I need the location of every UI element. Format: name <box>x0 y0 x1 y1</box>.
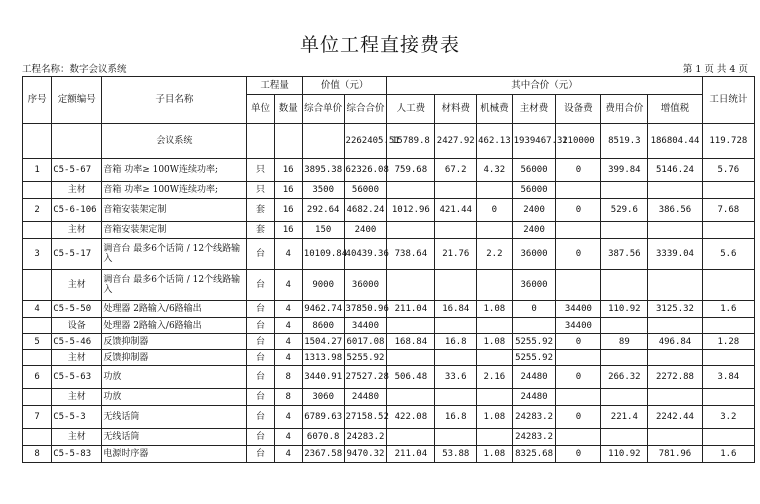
cell-equipment <box>556 270 601 301</box>
cell-workday <box>702 182 754 199</box>
summary-equipment: 110000 <box>556 124 601 159</box>
cell-seq: 6 <box>23 366 52 389</box>
cell-machine <box>477 350 512 366</box>
cell-fee-total: 387.56 <box>601 239 648 270</box>
summary-machine: 462.13 <box>477 124 512 159</box>
cell-equipment: 0 <box>556 159 601 182</box>
cell-main-material: 5255.92 <box>512 350 556 366</box>
cell-name: 音箱 功率≥ 100W连续功率; <box>102 182 247 199</box>
cell-code: C5-5-17 <box>52 239 102 270</box>
cell-qty: 4 <box>274 270 302 301</box>
cell-unit: 台 <box>247 389 274 406</box>
cell-code: 主材 <box>52 350 102 366</box>
cell-unit-price: 3060 <box>302 389 344 406</box>
cell-workday: 3.2 <box>702 406 754 429</box>
cell-qty: 4 <box>274 318 302 334</box>
cell-unit: 只 <box>247 182 274 199</box>
cell-workday: 1.28 <box>702 334 754 350</box>
cell-name: 音箱安装架定制 <box>102 199 247 222</box>
cell-seq: 4 <box>23 301 52 318</box>
cell-code: 主材 <box>52 429 102 446</box>
cell-main-material: 2400 <box>512 199 556 222</box>
summary-material: 2427.92 <box>435 124 477 159</box>
cell-vat <box>648 389 702 406</box>
cell-equipment: 0 <box>556 199 601 222</box>
header-seq: 序号 <box>23 77 52 124</box>
cell-equipment: 0 <box>556 239 601 270</box>
cell-vat <box>648 350 702 366</box>
cell-machine <box>477 318 512 334</box>
summary-fee-total: 8519.3 <box>601 124 648 159</box>
header-machine: 机械费 <box>477 95 512 124</box>
report-title: 单位工程直接费表 <box>299 34 460 56</box>
cell-main-material: 24283.2 <box>512 429 556 446</box>
cell-vat: 2242.44 <box>648 406 702 429</box>
header-qty-group: 工程量 <box>247 77 302 95</box>
cell-equipment <box>556 182 601 199</box>
cell-total-price: 9470.32 <box>344 446 387 463</box>
cell-name: 处理器 2路输入/6路输出 <box>102 301 247 318</box>
cell-labor: 1012.96 <box>387 199 435 222</box>
cell-seq: 2 <box>23 199 52 222</box>
cell-name: 音箱 功率≥ 100W连续功率; <box>102 159 247 182</box>
cell-main-material: 5255.92 <box>512 334 556 350</box>
cell-code: C5-5-83 <box>52 446 102 463</box>
cell-equipment <box>556 222 601 239</box>
cell-qty: 16 <box>274 182 302 199</box>
cell-code: 设备 <box>52 318 102 334</box>
cell-material <box>435 270 477 301</box>
cell-main-material: 24480 <box>512 389 556 406</box>
cell-code: C5-5-3 <box>52 406 102 429</box>
table-row <box>23 199 755 222</box>
cell-name: 无线话筒 <box>102 406 247 429</box>
cell-main-material: 0 <box>512 301 556 318</box>
cell-vat: 5146.24 <box>648 159 702 182</box>
cell-code: C5-5-50 <box>52 301 102 318</box>
cell-name: 音箱安装架定制 <box>102 222 247 239</box>
cell-unit-price: 8600 <box>302 318 344 334</box>
cell-unit: 台 <box>247 239 274 270</box>
cell-machine <box>477 429 512 446</box>
cell-labor: 759.68 <box>387 159 435 182</box>
cell-seq <box>23 222 52 239</box>
cell-material: 16.8 <box>435 334 477 350</box>
header-name: 子目名称 <box>102 77 247 124</box>
cell-unit: 台 <box>247 406 274 429</box>
table-row <box>23 318 755 334</box>
cell-qty: 8 <box>274 389 302 406</box>
cell-vat: 496.84 <box>648 334 702 350</box>
cell-unit-price: 3500 <box>302 182 344 199</box>
cell-labor <box>387 318 435 334</box>
cell-qty: 16 <box>274 199 302 222</box>
cell-unit-price: 2367.58 <box>302 446 344 463</box>
cell-qty: 4 <box>274 301 302 318</box>
header-main-material: 主材费 <box>512 95 556 124</box>
table-row <box>23 182 755 199</box>
cell-unit-price: 292.64 <box>302 199 344 222</box>
summary-main-material: 1939467.32 <box>512 124 556 159</box>
cell-total-price: 2400 <box>344 222 387 239</box>
cell-total-price: 56000 <box>344 182 387 199</box>
cell-name: 功放 <box>102 389 247 406</box>
cell-vat: 2272.88 <box>648 366 702 389</box>
cell-labor <box>387 350 435 366</box>
cell-unit: 套 <box>247 199 274 222</box>
cell-material <box>435 318 477 334</box>
summary-row <box>23 124 755 159</box>
cell-labor: 168.84 <box>387 334 435 350</box>
cell-qty: 16 <box>274 159 302 182</box>
cell-unit-price: 150 <box>302 222 344 239</box>
cell-qty: 4 <box>274 429 302 446</box>
cell-vat <box>648 182 702 199</box>
cell-unit-price: 3895.38 <box>302 159 344 182</box>
cell-unit: 台 <box>247 270 274 301</box>
cell-code: 主材 <box>52 182 102 199</box>
cell-qty: 4 <box>274 406 302 429</box>
cell-machine: 0 <box>477 199 512 222</box>
cell-seq <box>23 389 52 406</box>
cell-qty: 4 <box>274 350 302 366</box>
cell-code: C5-6-106 <box>52 199 102 222</box>
summary-total-price: 2262405.51 <box>344 124 387 159</box>
header-workday: 工日统计 <box>702 77 754 124</box>
table-row <box>23 159 755 182</box>
cell-fee-total: 221.4 <box>601 406 648 429</box>
cell-unit: 台 <box>247 301 274 318</box>
header-unit: 单位 <box>247 95 274 124</box>
cell-total-price: 27158.52 <box>344 406 387 429</box>
cell-seq: 8 <box>23 446 52 463</box>
cell-machine <box>477 182 512 199</box>
cell-main-material: 56000 <box>512 182 556 199</box>
cell-workday <box>702 318 754 334</box>
cell-name: 调音台 最多6个话筒 / 12个线路输入 <box>102 270 247 301</box>
cell-equipment: 0 <box>556 406 601 429</box>
cell-code: C5-5-67 <box>52 159 102 182</box>
cell-fee-total: 399.84 <box>601 159 648 182</box>
header-fee-total: 费用合价 <box>601 95 648 124</box>
cell-total-price: 24480 <box>344 389 387 406</box>
cell-fee-total: 110.92 <box>601 301 648 318</box>
cell-code: 主材 <box>52 389 102 406</box>
cell-fee-total <box>601 429 648 446</box>
cell-unit: 台 <box>247 318 274 334</box>
table-row <box>23 406 755 429</box>
cell-total-price: 36000 <box>344 270 387 301</box>
cell-qty: 4 <box>274 239 302 270</box>
cell-vat: 3125.32 <box>648 301 702 318</box>
cell-labor: 506.48 <box>387 366 435 389</box>
cell-unit: 套 <box>247 222 274 239</box>
cell-total-price: 62326.08 <box>344 159 387 182</box>
table-row <box>23 389 755 406</box>
cell-fee-total: 110.92 <box>601 446 648 463</box>
cell-machine <box>477 389 512 406</box>
cell-fee-total <box>601 182 648 199</box>
cell-seq <box>23 350 52 366</box>
cell-workday <box>702 429 754 446</box>
header-value-group: 价值（元） <box>302 77 387 95</box>
cell-material: 16.84 <box>435 301 477 318</box>
cell-unit-price: 3440.91 <box>302 366 344 389</box>
cell-total-price: 6017.08 <box>344 334 387 350</box>
cell-material <box>435 350 477 366</box>
cell-qty: 8 <box>274 366 302 389</box>
cell-machine: 1.08 <box>477 334 512 350</box>
cell-unit-price: 10109.84 <box>302 239 344 270</box>
table-row <box>23 334 755 350</box>
cell-unit: 台 <box>247 350 274 366</box>
cell-equipment: 0 <box>556 366 601 389</box>
cell-total-price: 27527.28 <box>344 366 387 389</box>
cell-code: C5-5-46 <box>52 334 102 350</box>
cell-machine: 1.08 <box>477 446 512 463</box>
header-labor: 人工费 <box>387 95 435 124</box>
cell-labor <box>387 222 435 239</box>
cell-workday: 3.84 <box>702 366 754 389</box>
cell-main-material: 2400 <box>512 222 556 239</box>
cell-seq: 1 <box>23 159 52 182</box>
cell-unit: 只 <box>247 159 274 182</box>
cell-labor <box>387 182 435 199</box>
cell-name: 无线话筒 <box>102 429 247 446</box>
cell-material <box>435 182 477 199</box>
cell-unit: 台 <box>247 446 274 463</box>
cell-workday: 7.68 <box>702 199 754 222</box>
cell-seq <box>23 318 52 334</box>
cell-machine: 4.32 <box>477 159 512 182</box>
cell-seq: 3 <box>23 239 52 270</box>
cell-name: 电源时序器 <box>102 446 247 463</box>
cell-total-price: 24283.2 <box>344 429 387 446</box>
cell-unit-price: 6789.63 <box>302 406 344 429</box>
cell-main-material: 56000 <box>512 159 556 182</box>
cell-seq: 7 <box>23 406 52 429</box>
cell-labor <box>387 270 435 301</box>
table-row <box>23 446 755 463</box>
header-equipment: 设备费 <box>556 95 601 124</box>
cell-equipment: 0 <box>556 334 601 350</box>
cell-labor: 211.04 <box>387 446 435 463</box>
cell-fee-total <box>601 270 648 301</box>
cell-workday: 1.6 <box>702 446 754 463</box>
cell-total-price: 40439.36 <box>344 239 387 270</box>
header-unit-price: 综合单价 <box>302 95 344 124</box>
cell-material: 33.6 <box>435 366 477 389</box>
summary-vat: 186804.44 <box>648 124 702 159</box>
cell-fee-total: 89 <box>601 334 648 350</box>
cell-unit-price: 1313.98 <box>302 350 344 366</box>
cell-qty: 16 <box>274 222 302 239</box>
header-vat: 增值税 <box>648 95 702 124</box>
cell-code: C5-5-63 <box>52 366 102 389</box>
cell-vat <box>648 222 702 239</box>
header-material: 材料费 <box>435 95 477 124</box>
cell-fee-total <box>601 350 648 366</box>
cell-fee-total: 529.6 <box>601 199 648 222</box>
table-row <box>23 301 755 318</box>
cell-vat <box>648 429 702 446</box>
cell-total-price: 34400 <box>344 318 387 334</box>
cell-machine: 2.2 <box>477 239 512 270</box>
cell-fee-total: 266.32 <box>601 366 648 389</box>
header-code: 定额编号 <box>52 77 102 124</box>
cell-seq <box>23 270 52 301</box>
cell-main-material: 24283.2 <box>512 406 556 429</box>
cell-workday: 5.76 <box>702 159 754 182</box>
cell-machine: 1.08 <box>477 406 512 429</box>
direct-cost-table <box>22 76 755 463</box>
cell-main-material: 24480 <box>512 366 556 389</box>
cell-fee-total <box>601 389 648 406</box>
table-row <box>23 239 755 270</box>
cell-equipment: 0 <box>556 446 601 463</box>
summary-workday: 119.728 <box>702 124 754 159</box>
cell-workday <box>702 222 754 239</box>
cell-unit: 台 <box>247 429 274 446</box>
cell-vat <box>648 318 702 334</box>
cell-workday: 1.6 <box>702 301 754 318</box>
cell-material <box>435 222 477 239</box>
cell-equipment: 34400 <box>556 301 601 318</box>
summary-labor: 15789.8 <box>387 124 435 159</box>
cell-unit: 台 <box>247 334 274 350</box>
cell-name: 反馈抑制器 <box>102 350 247 366</box>
cell-equipment: 34400 <box>556 318 601 334</box>
project-name: 工程名称：数字会议系统 <box>22 64 127 75</box>
cell-code: 主材 <box>52 270 102 301</box>
header-total-price: 综合合价 <box>344 95 387 124</box>
cell-workday <box>702 389 754 406</box>
table-row <box>23 270 755 301</box>
cell-labor <box>387 389 435 406</box>
cell-fee-total <box>601 318 648 334</box>
table-row <box>23 366 755 389</box>
cell-unit: 台 <box>247 366 274 389</box>
cell-equipment <box>556 429 601 446</box>
page-info: 第 1 页 共 4 页 <box>682 64 748 75</box>
table-row <box>23 350 755 366</box>
cell-qty: 4 <box>274 334 302 350</box>
cell-workday: 5.6 <box>702 239 754 270</box>
cell-unit-price: 9462.74 <box>302 301 344 318</box>
cell-name: 处理器 2路输入/6路输出 <box>102 318 247 334</box>
cell-labor: 422.08 <box>387 406 435 429</box>
cell-fee-total <box>601 222 648 239</box>
cell-unit-price: 6070.8 <box>302 429 344 446</box>
cell-workday <box>702 350 754 366</box>
cell-qty: 4 <box>274 446 302 463</box>
cell-labor: 738.64 <box>387 239 435 270</box>
cell-seq <box>23 429 52 446</box>
cell-seq: 5 <box>23 334 52 350</box>
cell-main-material <box>512 318 556 334</box>
cell-total-price: 37850.96 <box>344 301 387 318</box>
cell-workday <box>702 270 754 301</box>
cell-material: 67.2 <box>435 159 477 182</box>
cell-total-price: 5255.92 <box>344 350 387 366</box>
cell-machine: 1.08 <box>477 301 512 318</box>
cell-code: 主材 <box>52 222 102 239</box>
cell-vat <box>648 270 702 301</box>
cell-machine: 2.16 <box>477 366 512 389</box>
cell-material: 21.76 <box>435 239 477 270</box>
cell-name: 调音台 最多6个话筒 / 12个线路输入 <box>102 239 247 270</box>
cell-vat: 781.96 <box>648 446 702 463</box>
cell-material: 421.44 <box>435 199 477 222</box>
cell-total-price: 4682.24 <box>344 199 387 222</box>
cell-labor <box>387 429 435 446</box>
cell-unit-price: 9000 <box>302 270 344 301</box>
cell-machine <box>477 270 512 301</box>
cell-vat: 3339.04 <box>648 239 702 270</box>
cell-name: 反馈抑制器 <box>102 334 247 350</box>
cell-material <box>435 429 477 446</box>
cell-machine <box>477 222 512 239</box>
cell-name: 功放 <box>102 366 247 389</box>
header-qty: 数量 <box>274 95 302 124</box>
cell-equipment <box>556 350 601 366</box>
summary-name: 会议系统 <box>102 124 247 159</box>
header-among-group: 其中合价（元） <box>387 77 702 95</box>
table-row <box>23 429 755 446</box>
cell-material: 53.88 <box>435 446 477 463</box>
cell-vat: 386.56 <box>648 199 702 222</box>
cell-equipment <box>556 389 601 406</box>
cell-seq <box>23 182 52 199</box>
table-row <box>23 222 755 239</box>
cell-material: 16.8 <box>435 406 477 429</box>
cell-material <box>435 389 477 406</box>
cell-unit-price: 1504.27 <box>302 334 344 350</box>
cell-labor: 211.04 <box>387 301 435 318</box>
cell-main-material: 36000 <box>512 239 556 270</box>
cell-main-material: 36000 <box>512 270 556 301</box>
cell-main-material: 8325.68 <box>512 446 556 463</box>
